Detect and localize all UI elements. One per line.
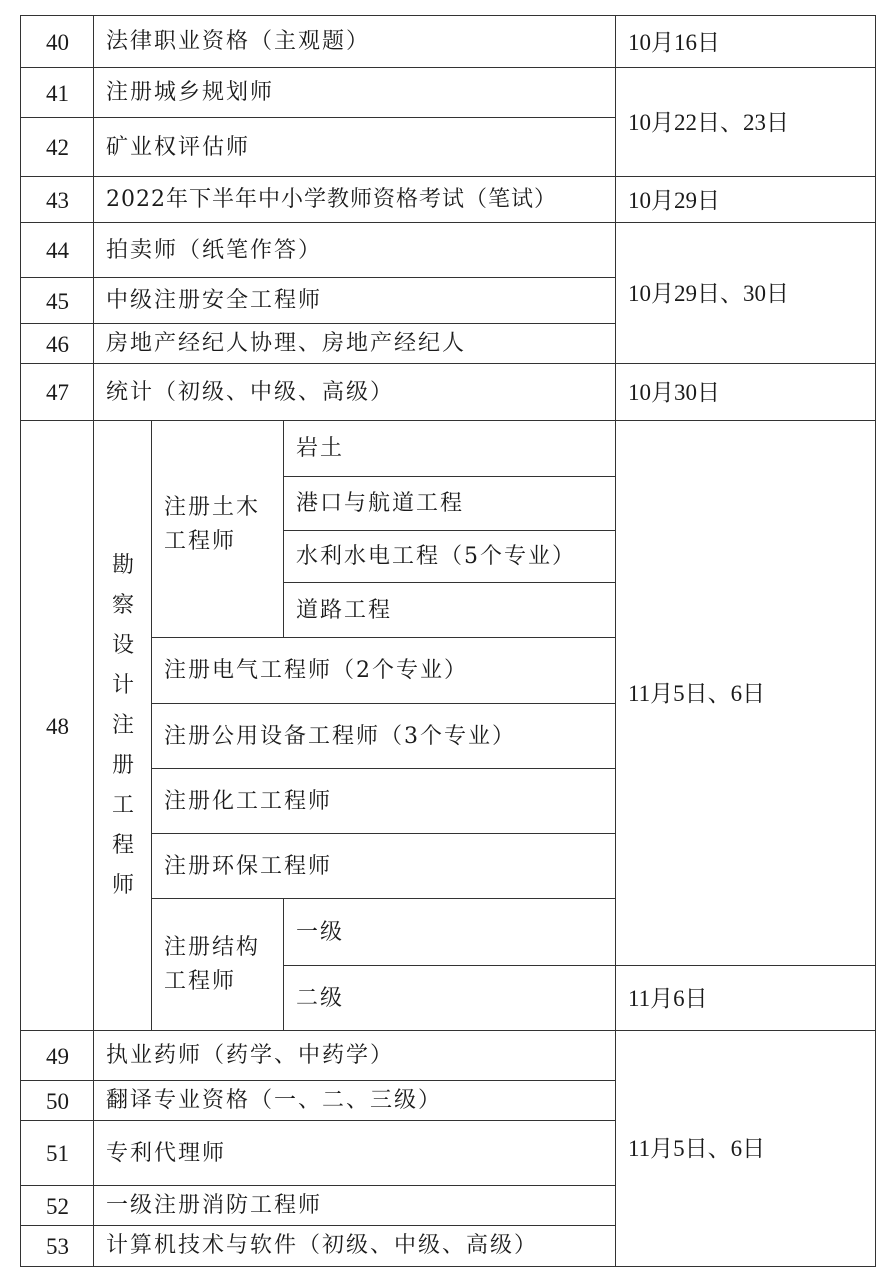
row-number: 53: [20, 1225, 95, 1267]
category-char: 计: [111, 673, 134, 698]
civil-engineer-label: [151, 420, 285, 639]
exam-name: 注册公用设备工程师（3个专业）: [151, 703, 617, 770]
category-char: 勘: [111, 553, 134, 578]
exam-name: 2022年下半年中小学教师资格考试（笔试）: [93, 176, 617, 224]
row-number: 48: [20, 420, 95, 1032]
exam-name: 注册城乡规划师: [93, 67, 617, 119]
level: 二级: [283, 965, 617, 1032]
exam-date: 11月6日: [615, 965, 876, 1032]
category-char: 注: [111, 713, 134, 738]
specialty: 岩土: [283, 420, 617, 478]
exam-date: 10月16日: [615, 15, 876, 69]
category-char: 程: [111, 833, 134, 858]
row-number: 49: [20, 1030, 95, 1082]
label-line: 注册结构: [164, 935, 261, 960]
row-number: 42: [20, 117, 95, 178]
exam-name: 翻译专业资格（一、二、三级）: [93, 1080, 617, 1122]
row-number: 43: [20, 176, 95, 224]
exam-name: 一级注册消防工程师: [93, 1185, 617, 1227]
level: 一级: [283, 898, 617, 967]
row-number: 52: [20, 1185, 95, 1227]
exam-name: 注册化工工程师: [151, 768, 617, 835]
label-line: 工程师: [164, 529, 237, 554]
category-char: 工: [111, 793, 134, 818]
row-number: 46: [20, 323, 95, 365]
row-number: 41: [20, 67, 95, 119]
exam-name: 专利代理师: [93, 1120, 617, 1187]
row-number: 50: [20, 1080, 95, 1122]
exam-name: 法律职业资格（主观题）: [93, 15, 617, 69]
exam-name: 拍卖师（纸笔作答）: [93, 222, 617, 279]
row-number: 47: [20, 363, 95, 422]
category-char: 师: [111, 873, 134, 898]
label-line: 工程师: [164, 969, 237, 994]
exam-name: 执业药师（药学、中药学）: [93, 1030, 617, 1082]
row-number: 44: [20, 222, 95, 279]
label-line: 注册土木: [164, 495, 261, 520]
exam-name: 注册电气工程师（2个专业）: [151, 637, 617, 705]
specialty: 水利水电工程（5个专业）: [283, 530, 617, 584]
exam-name: 注册环保工程师: [151, 833, 617, 900]
category-survey-design-engineer: [93, 420, 153, 1032]
exam-date: 10月29日: [615, 176, 876, 224]
specialty: 港口与航道工程: [283, 476, 617, 532]
exam-date: 11月5日、6日: [615, 420, 876, 967]
specialty: 道路工程: [283, 582, 617, 639]
exam-name: 中级注册安全工程师: [93, 277, 617, 325]
category-char: 察: [111, 593, 134, 618]
row-number: 51: [20, 1120, 95, 1187]
category-char: 册: [111, 753, 134, 778]
exam-name: 房地产经纪人协理、房地产经纪人: [93, 323, 617, 365]
exam-date: 10月22日、23日: [615, 67, 876, 178]
exam-name: 计算机技术与软件（初级、中级、高级）: [93, 1225, 617, 1267]
exam-date: 11月5日、6日: [615, 1030, 876, 1267]
category-char: 设: [111, 633, 134, 658]
exam-name: 统计（初级、中级、高级）: [93, 363, 617, 422]
exam-date: 10月29日、30日: [615, 222, 876, 365]
structural-engineer-label: [151, 898, 285, 1032]
exam-date: 10月30日: [615, 363, 876, 422]
exam-name: 矿业权评估师: [93, 117, 617, 178]
row-number: 45: [20, 277, 95, 325]
row-number: 40: [20, 15, 95, 69]
